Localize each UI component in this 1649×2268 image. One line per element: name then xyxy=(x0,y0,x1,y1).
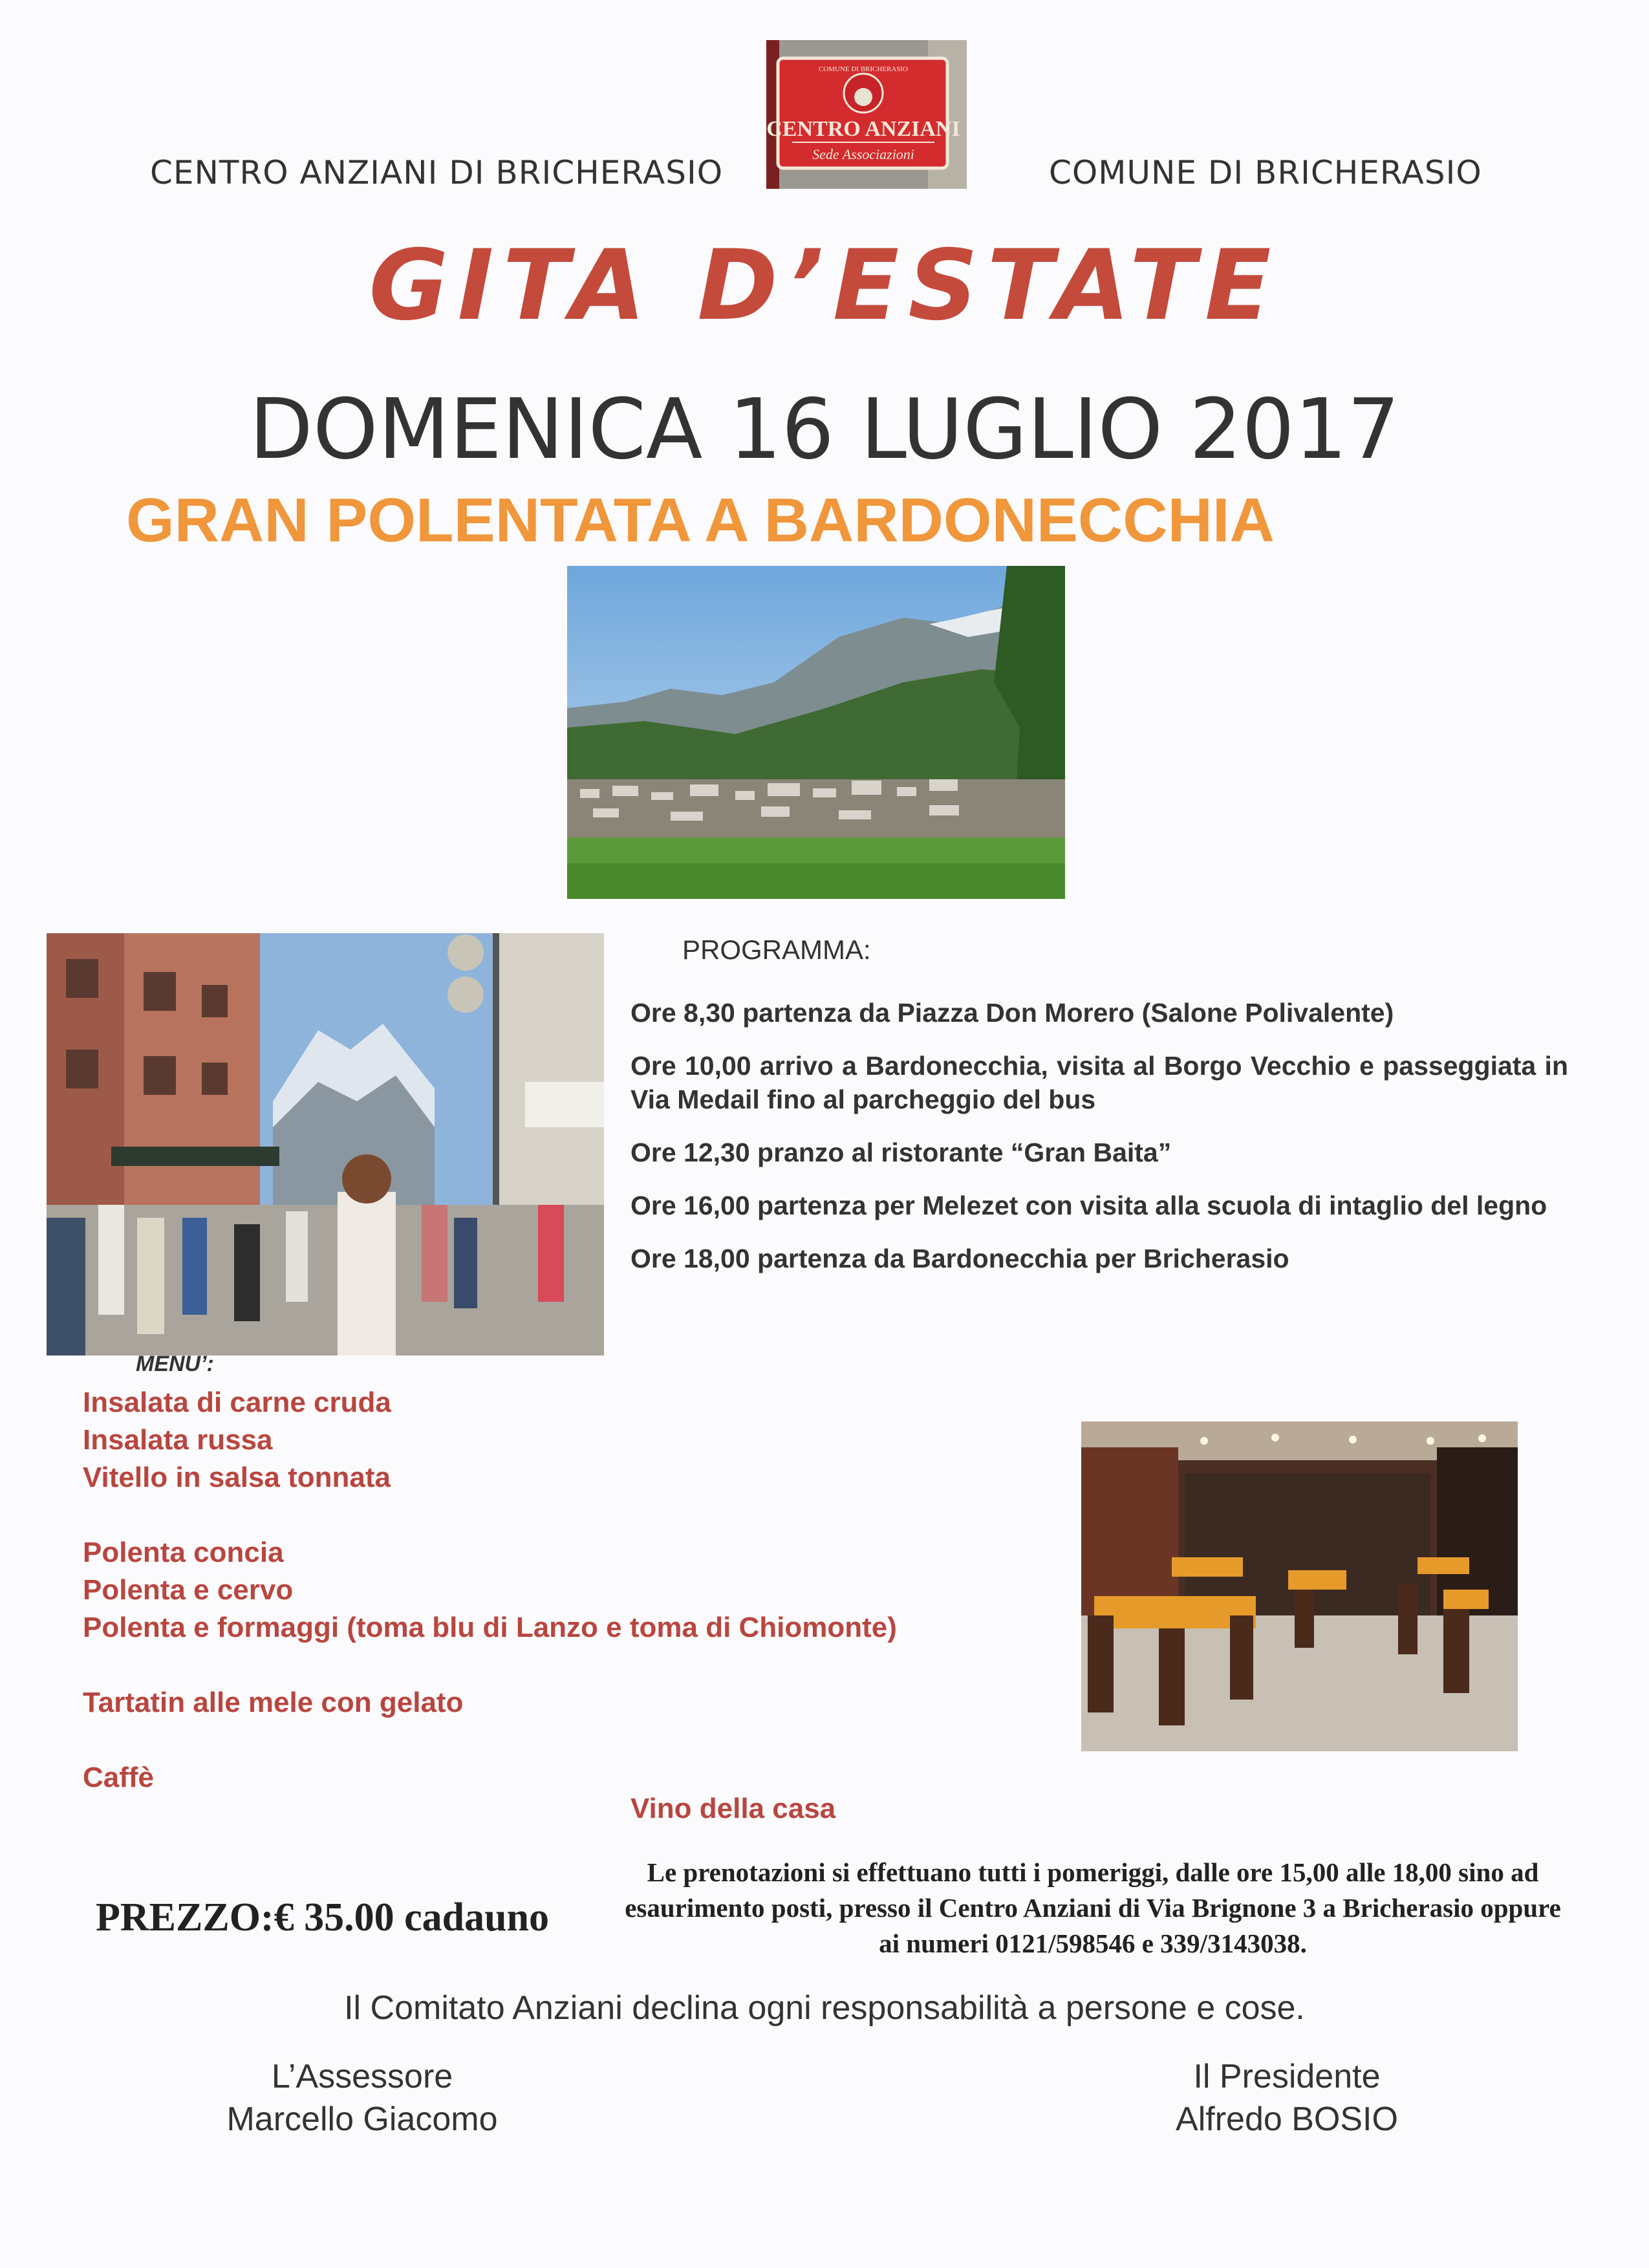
menu-item: Polenta e cervo xyxy=(83,1574,294,1606)
signature-presidente xyxy=(1093,2055,1481,2141)
programma-item: Ore 8,30 partenza da Piazza Don Morero (Salone Polivalente) xyxy=(630,998,1394,1028)
menu-item: Caffè xyxy=(83,1762,155,1793)
signature-name: Marcello Giacomo xyxy=(226,2101,498,2138)
menu-item: Tartatin alle mele con gelato xyxy=(83,1687,464,1718)
menu-item: Polenta concia xyxy=(83,1537,284,1568)
event-title: GITA D’ESTATE xyxy=(369,230,1280,342)
event-subtitle: GRAN POLENTATA A BARDONECCHIA xyxy=(126,486,1275,555)
signature-name: Alfredo BOSIO xyxy=(1176,2101,1398,2138)
menu-item: Insalata di carne cruda xyxy=(83,1387,391,1418)
booking-info: Le prenotazioni si effettuano tutti i pomeriggi, dalle ore 15,00 alle 18,00 sino ad esaurimento posti, presso il Centro Anziani di Via Brignone 3 a Bricherasio oppure ai numeri 0121/598546 e 339/3143038. xyxy=(625,1857,1561,1958)
programma-list xyxy=(630,996,1568,1295)
logo-bottom-text: Sede Associazioni xyxy=(812,146,914,162)
event-date: DOMENICA 16 LUGLIO 2017 xyxy=(249,382,1400,478)
signature-role: Il Presidente xyxy=(1193,2058,1381,2095)
programma-item: Ore 16,00 partenza per Melezet con visita alla scuola di intaglio del legno xyxy=(630,1191,1547,1220)
disclaimer: Il Comitato Anziani declina ogni responsabilità a persone e cose. xyxy=(344,1989,1305,2027)
organizer-right: COMUNE DI BRICHERASIO xyxy=(1049,154,1482,191)
menu-item: Polenta e formaggi (toma blu di Lanzo e toma di Chiomonte) xyxy=(83,1612,897,1643)
menu-heading: MENU’: xyxy=(136,1352,214,1376)
signature-role: L’Assessore xyxy=(271,2058,453,2095)
menu-list xyxy=(83,1384,897,1797)
menu-item: Vitello in salsa tonnata xyxy=(83,1462,391,1493)
logo-main-text: CENTRO ANZIANI xyxy=(766,117,960,141)
restaurant-photo xyxy=(1081,1421,1518,1751)
bardonecchia-valley-photo xyxy=(567,566,1065,899)
organizer-left: CENTRO ANZIANI DI BRICHERASIO xyxy=(150,154,724,191)
signature-assessore xyxy=(168,2055,556,2141)
price: PREZZO:€ 35.00 cadauno xyxy=(96,1895,550,1939)
programma-item: Ore 12,30 pranzo al ristorante “Gran Baita” xyxy=(630,1138,1172,1167)
menu-item: Insalata russa xyxy=(83,1424,273,1456)
bardonecchia-street-photo xyxy=(47,933,604,1355)
programma-item: Ore 18,00 partenza da Bardonecchia per Bricherasio xyxy=(630,1244,1289,1273)
logo-top-text: COMUNE DI BRICHERASIO xyxy=(818,65,909,73)
programma-heading: PROGRAMMA: xyxy=(682,934,871,965)
centro-anziani-logo xyxy=(766,40,967,189)
menu-vino: Vino della casa xyxy=(630,1793,836,1824)
programma-item: Ore 10,00 arrivo a Bardonecchia, visita al Borgo Vecchio e passeggiata in Via Medail fino al parcheggio del bus xyxy=(630,1051,1568,1114)
